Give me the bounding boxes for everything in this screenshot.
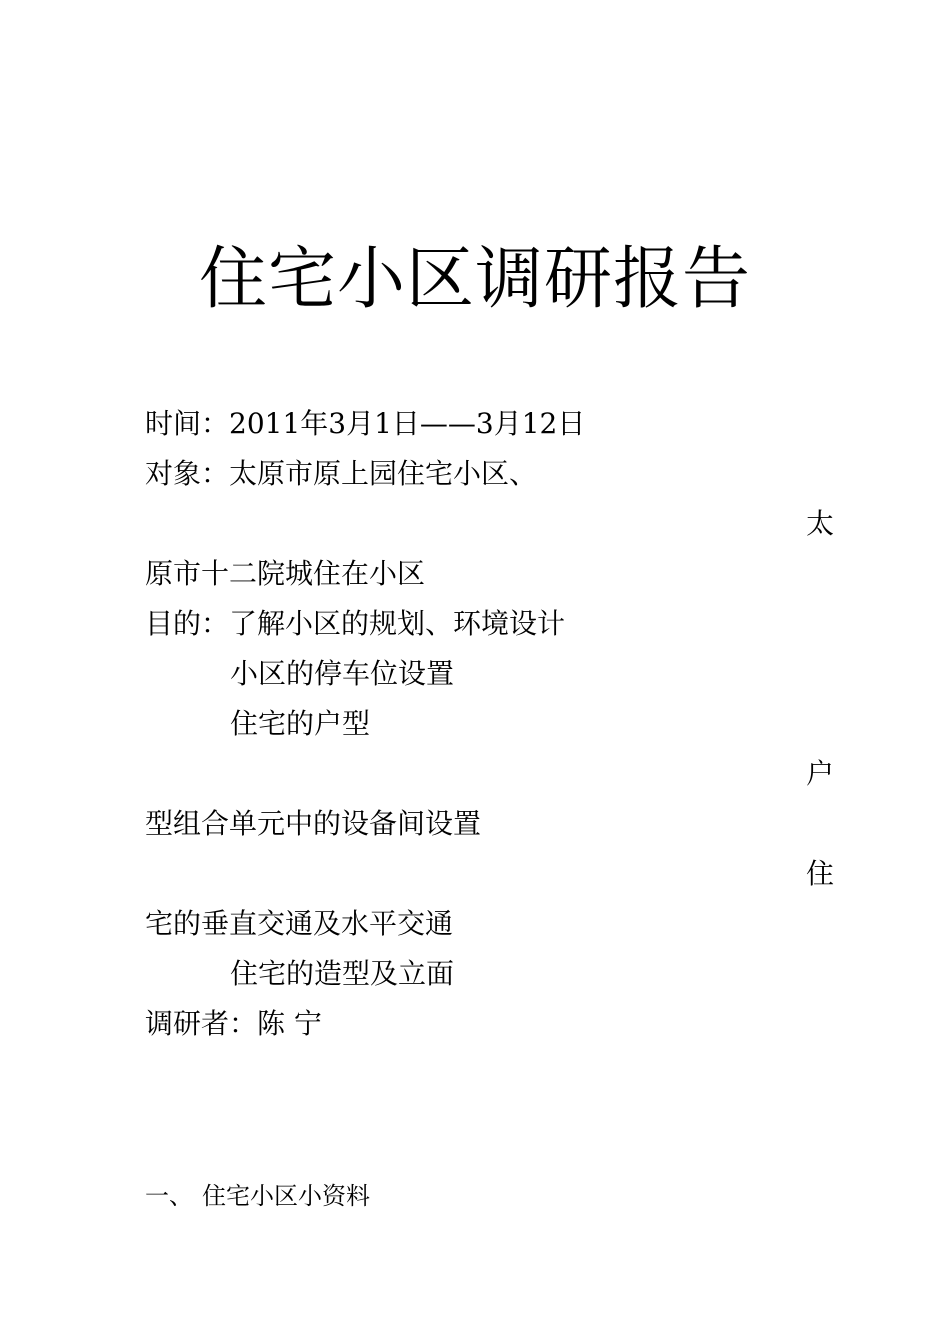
object-line-2: 原市十二院城住在小区 [145,557,426,590]
time-line: 时间：2011年3月1日——3月12日 [145,407,586,440]
purpose-item-circulation: 宅的垂直交通及水平交通 [145,907,454,940]
section-heading-1 [145,1180,370,1212]
purpose-item-facade: 住宅的造型及立面 [230,957,455,990]
purpose-item-equipment: 型组合单元中的设备间设置 [145,807,482,840]
purpose-item-parking: 小区的停车位设置 [230,657,455,690]
object-wrap-char: 太 [806,507,835,540]
section-number: 一、 [145,1182,193,1210]
purpose-line-1: 目的：了解小区的规划、环境设计 [145,607,566,640]
section-title: 住宅小区小资料 [202,1182,370,1210]
object-line-1: 对象：太原市原上园住宅小区、 [145,457,538,490]
purpose-wrap-char-5: 住 [806,857,835,890]
purpose-wrap-char-4: 户 [806,757,835,790]
purpose-item-unit-type: 住宅的户型 [230,707,371,740]
researcher-line: 调研者：陈 宁 [145,1007,322,1040]
document-title: 住宅小区调研报告 [198,240,751,319]
